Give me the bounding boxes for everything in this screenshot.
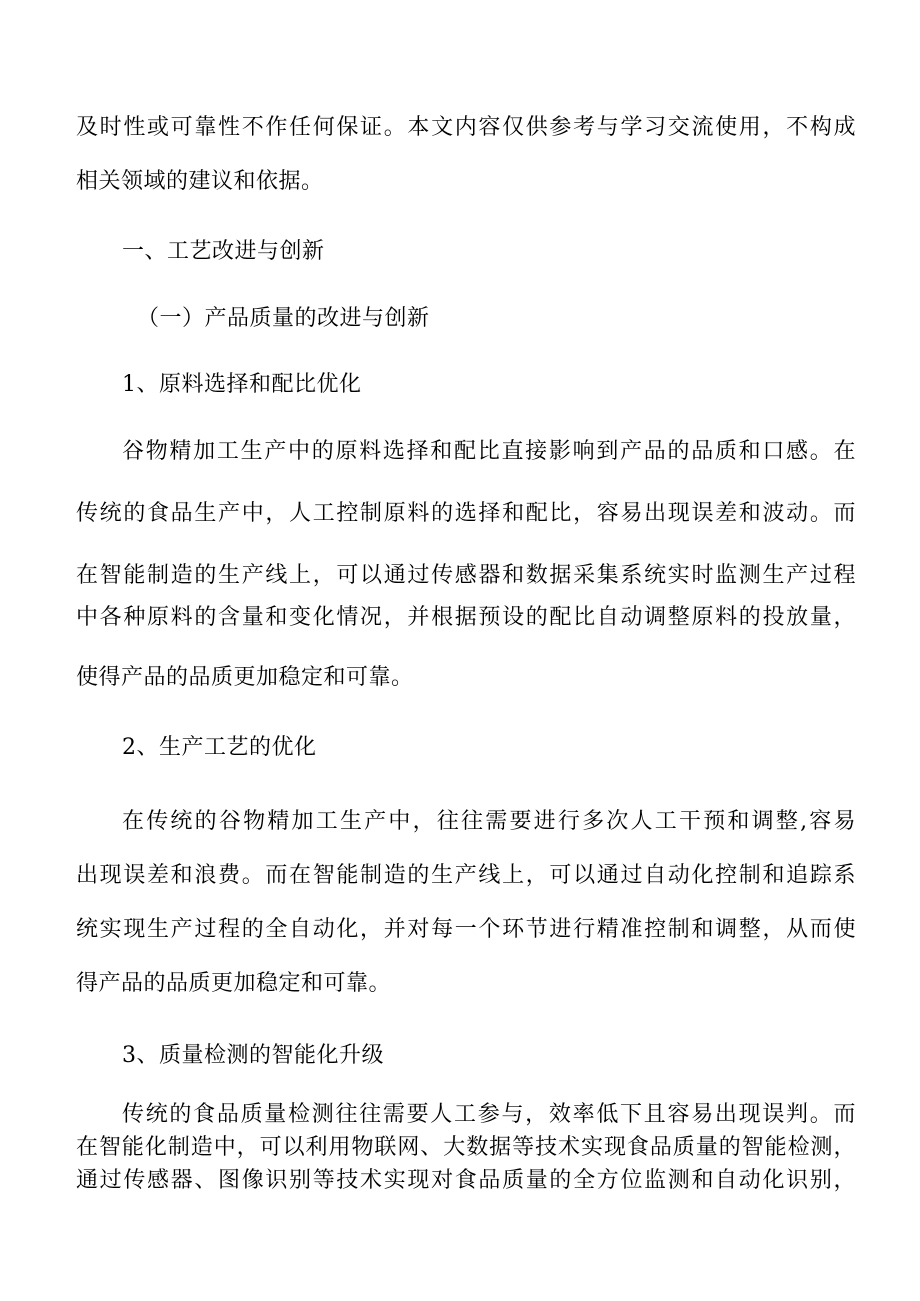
- item-2-line-3: 统实现生产过程的全自动化，并对每一个环节进行精准控制和调整，从而使: [76, 917, 856, 942]
- item-1-line-1: 谷物精加工生产中的原料选择和配比直接影响到产品的品质和口感。在: [122, 439, 856, 464]
- item-3-line-3: 通过传感器、图像识别等技术实现对食品质量的全方位监测和自动化识别，: [76, 1168, 856, 1193]
- subsection-heading: （一）产品质量的改进与创新: [137, 306, 430, 331]
- item-2-line-1: 在传统的谷物精加工生产中，往往需要进行多次人工干预和调整,容易: [122, 809, 856, 834]
- item-2-line-2: 出现误差和浪费。而在智能制造的生产线上，可以通过自动化控制和追踪系: [76, 863, 856, 888]
- intro-line-2: 相关领域的建议和依据。: [76, 169, 324, 194]
- item-1-heading: 1、原料选择和配比优化: [122, 372, 362, 397]
- item-3-heading: 3、质量检测的智能化升级: [122, 1043, 384, 1068]
- item-3-line-1: 传统的食品质量检测往往需要人工参与，效率低下且容易出现误判。而: [122, 1102, 856, 1127]
- item-2-heading: 2、生产工艺的优化: [122, 735, 317, 760]
- item-2-line-4: 得产品的品质更加稳定和可靠。: [76, 971, 392, 996]
- item-1-line-3: 在智能制造的生产线上，可以通过传感器和数据采集系统实时监测生产过程: [76, 563, 856, 588]
- item-1-line-5: 使得产品的品质更加稳定和可靠。: [76, 665, 414, 690]
- intro-line-1: 及时性或可靠性不作任何保证。本文内容仅供参考与学习交流使用，不构成: [76, 115, 856, 140]
- item-1-line-4: 中各种原料的含量和变化情况，并根据预设的配比自动调整原料的投放量，: [76, 605, 856, 630]
- item-3-line-2: 在智能化制造中，可以利用物联网、大数据等技术实现食品质量的智能检测，: [76, 1135, 856, 1160]
- section-heading: 一、工艺改进与创新: [122, 239, 325, 264]
- item-1-line-2: 传统的食品生产中，人工控制原料的选择和配比，容易出现误差和波动。而: [76, 501, 856, 526]
